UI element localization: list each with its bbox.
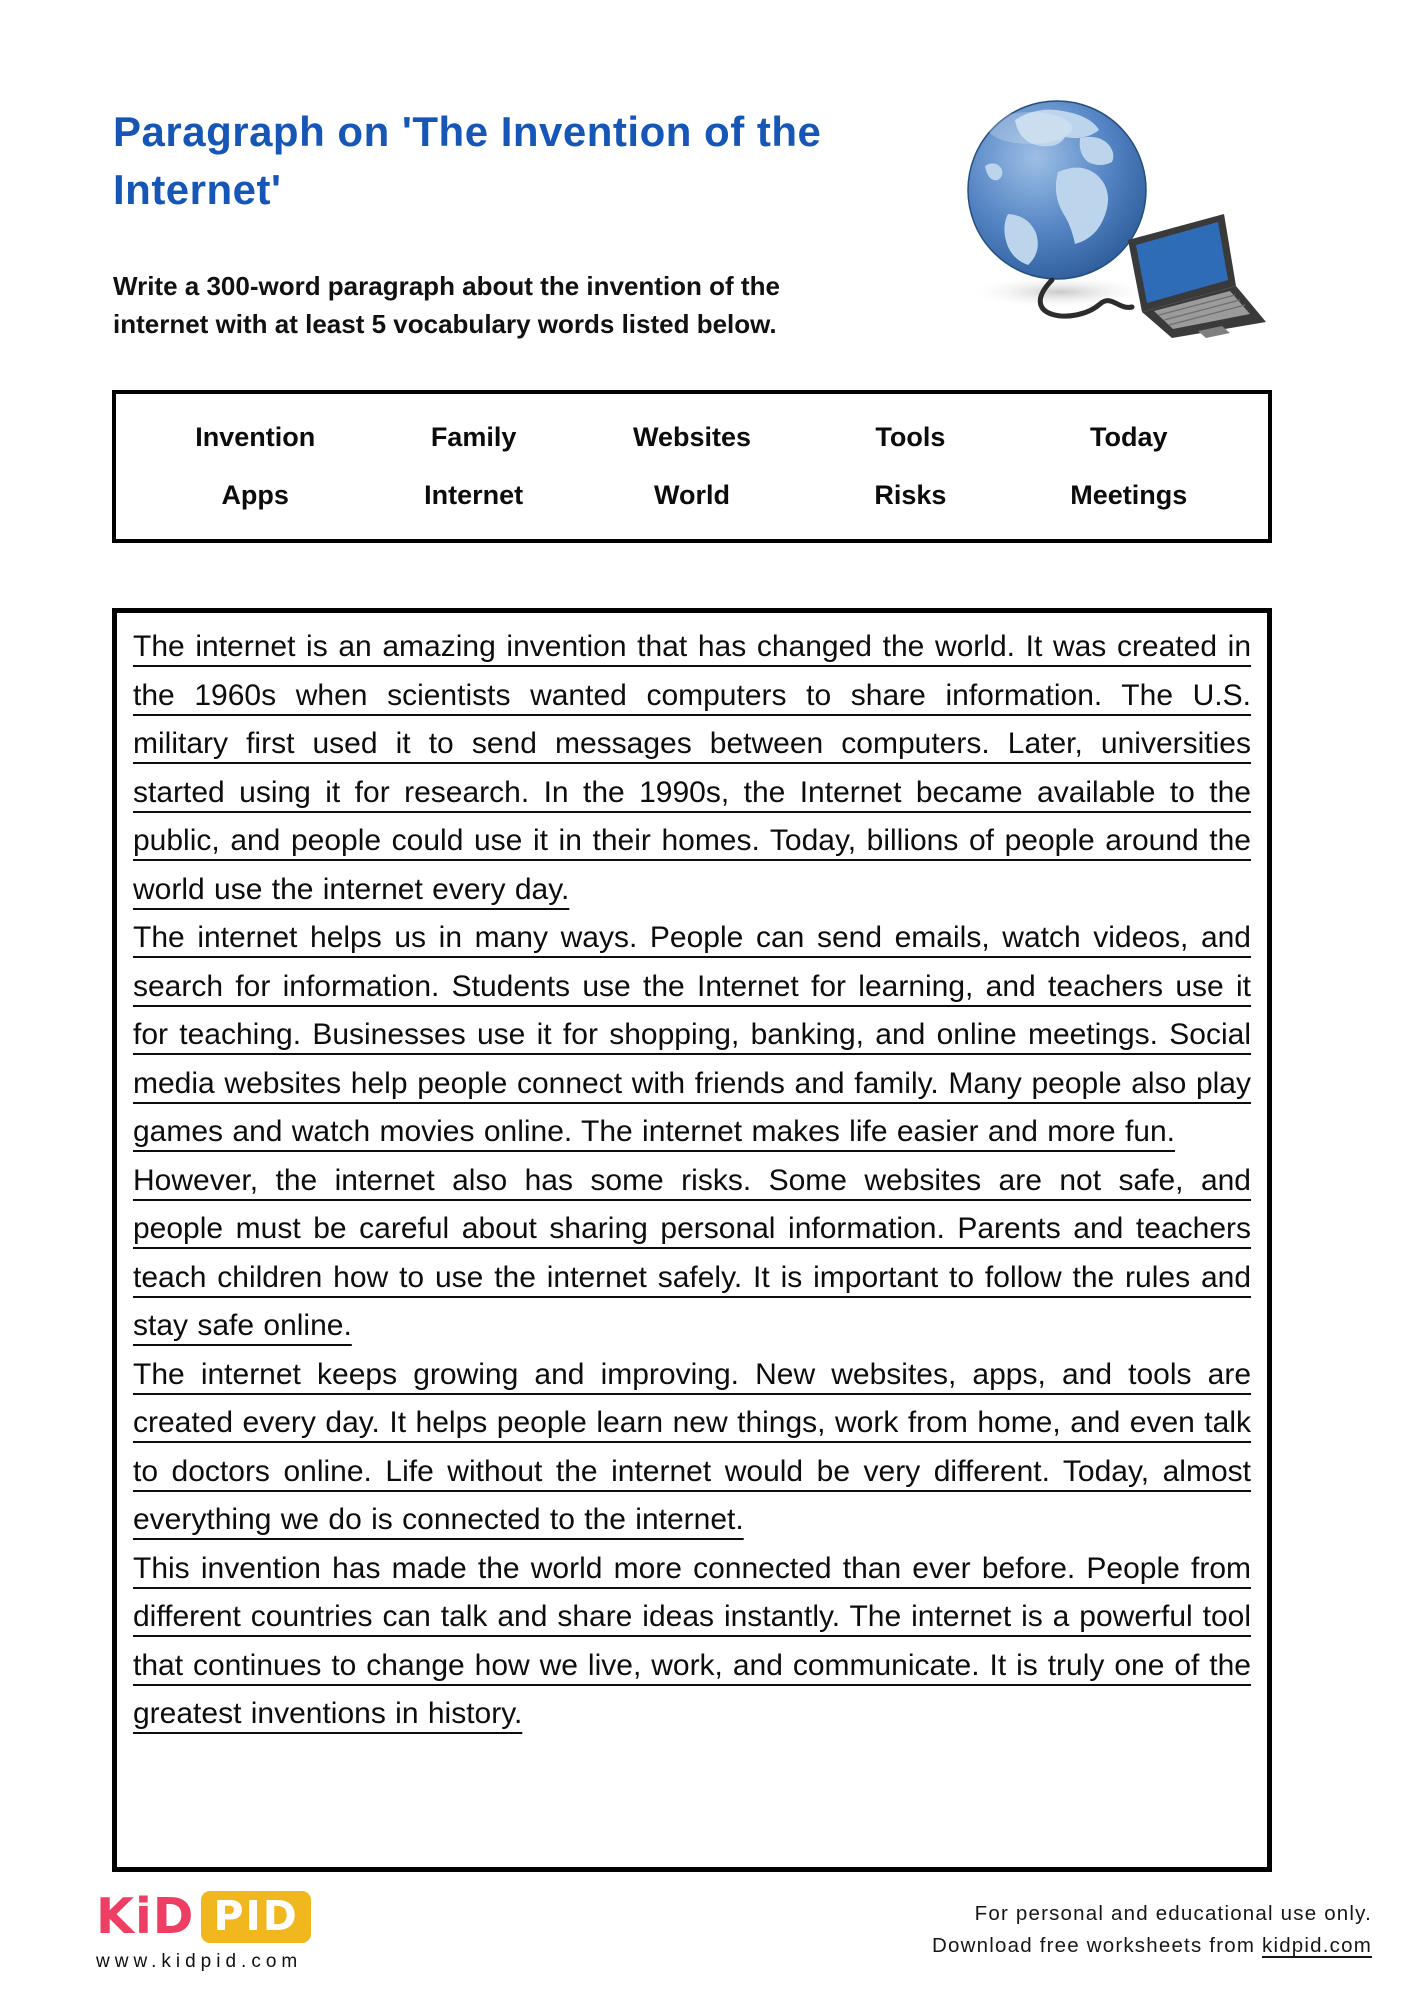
kidpid-com-link[interactable]: kidpid.com [1262, 1933, 1372, 1957]
logo-pid-badge: PID [201, 1891, 310, 1943]
vocab-word-tools: Tools [875, 421, 946, 452]
essay-paragraph-1: The internet is an amazing invention that has changed the world. It was created in the 1960s when scientists wanted computers to share information. The U.S. military first used it to send messages between computers. Later, universities started using it for research. In the 1990s, the Internet became available to the public, and people could use it in their homes. Today, billions of people around the world use the internet every day. [133, 630, 1251, 906]
essay-box [112, 608, 1272, 1872]
instructions-text: Write a 300-word paragraph about the invention of the internet with at least 5 vocabulary words listed below. [113, 271, 780, 339]
footer-usage-note [932, 1898, 1372, 1962]
vocab-word-internet: Internet [424, 480, 524, 511]
vocabulary-box [112, 390, 1272, 543]
vocab-word-websites: Websites [632, 421, 752, 452]
essay-paragraph-2: The internet helps us in many ways. People can send emails, watch videos, and search for information. Students use the Internet for learning, and teachers use it for teaching. Businesses use it for shopping, banking, and online meetings. Social media websites help people connect with friends and family. Many people also play games and watch movies online. The internet makes life easier and more fun. [133, 921, 1251, 1148]
vocab-word-world: World [653, 480, 730, 511]
globe-laptop-icon [960, 88, 1280, 338]
download-note-line [932, 1930, 1372, 1962]
vocab-word-risks: Risks [874, 480, 947, 511]
globe-laptop-illustration [960, 88, 1280, 338]
kidpid-logo [96, 1888, 311, 1973]
vocab-word-family: Family [430, 421, 517, 452]
vocab-word-today: Today [1090, 421, 1168, 452]
globe-icon [968, 101, 1146, 279]
vocab-word-invention: Invention [195, 421, 316, 452]
essay-paragraph-3: However, the internet also has some risks. Some websites are not safe, and people must be careful about sharing personal information. Parents and teachers teach children how to use the internet safely. It is important to follow the rules and stay safe online. [133, 1163, 1251, 1342]
essay-paragraph-4: The internet keeps growing and improving. New websites, apps, and tools are created every day. It helps people learn new things, work from home, and even talk to doctors online. Life without the internet would be very different. Today, almost everything we do is connected to the internet. [133, 1357, 1251, 1536]
essay-paragraph-5: This invention has made the world more connected than ever before. People from different countries can talk and share ideas instantly. The internet is a powerful tool that continues to change how we live, work, and communicate. It is truly one of the greatest inventions in history. [133, 1551, 1251, 1730]
download-note-text: Download free worksheets from [932, 1933, 1256, 1957]
vocab-word-apps: Apps [221, 480, 289, 511]
page-title: Paragraph on 'The Invention of the Internet' [113, 108, 822, 213]
vocab-word-meetings: Meetings [1070, 480, 1188, 511]
logo-website-url: www.kidpid.com [96, 1951, 303, 1972]
logo-kid-text: KiD [96, 1888, 195, 1945]
laptop-icon [1128, 214, 1266, 338]
globe-shadow [965, 275, 1155, 309]
usage-note-line: For personal and educational use only. [974, 1902, 1372, 1925]
